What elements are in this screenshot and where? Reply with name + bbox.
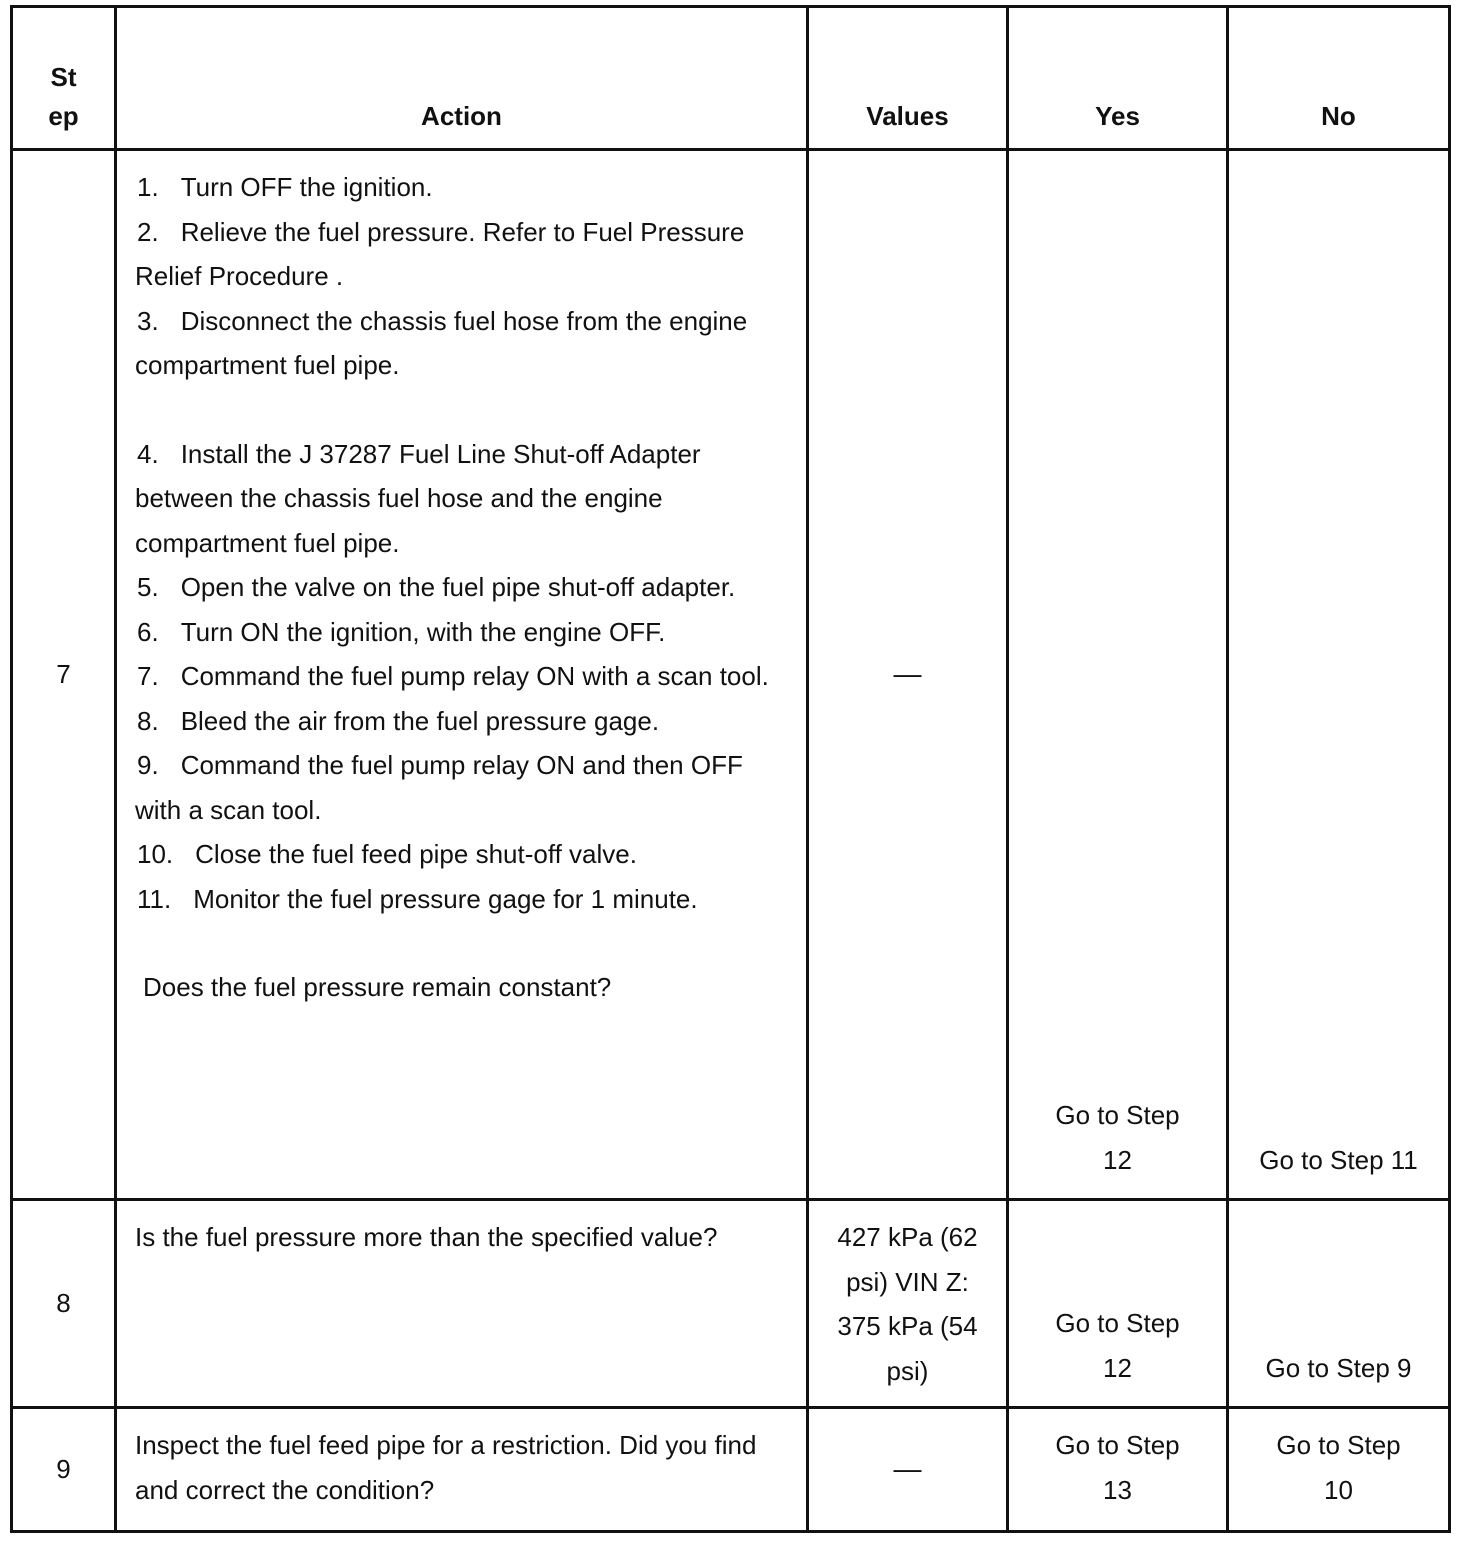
no-link: Go to Step 9: [1265, 1352, 1412, 1383]
action-item: [135, 743, 788, 832]
step-number: 8: [12, 1200, 116, 1408]
step-number: 7: [12, 150, 116, 1200]
header-yes-label: Yes: [1095, 101, 1140, 131]
table-row-step-8: [12, 1200, 1450, 1408]
table-row-step-9: [12, 1408, 1450, 1532]
action-item: [135, 165, 788, 210]
action-item: [135, 877, 788, 922]
action-item-text: Disconnect the chassis fuel hose from the engine compartment fuel pipe.: [135, 305, 748, 380]
action-cell: [116, 150, 808, 1200]
action-item: [135, 832, 788, 877]
action-item-text: Command the fuel pump relay ON and then OFF with a scan tool.: [135, 750, 743, 825]
action-item-number: 10.: [137, 839, 174, 869]
action-item-text: Command the fuel pump relay ON with a scan tool.: [180, 661, 769, 691]
yes-cell: [1008, 1408, 1228, 1532]
action-text: Is the fuel pressure more than the specified value?: [135, 1222, 718, 1252]
no-cell: [1228, 1408, 1450, 1532]
action-item: [135, 299, 788, 388]
action-item: [135, 654, 788, 699]
yes-link: Go to Step 13: [1055, 1430, 1180, 1505]
action-item: [135, 210, 788, 299]
action-text: Inspect the fuel feed pipe for a restriction. Did you find and correct the condition?: [135, 1430, 757, 1505]
step-question: Does the fuel pressure remain constant?: [143, 972, 612, 1002]
values-cell: [808, 1200, 1008, 1408]
yes-cell: [1008, 150, 1228, 1200]
action-item-number: 8.: [137, 705, 159, 736]
table-row-step-7: [12, 150, 1450, 1200]
yes-link: Go to Step 12: [1055, 1100, 1180, 1175]
action-item-number: 5.: [137, 572, 159, 602]
action-item-number: 3.: [137, 305, 159, 336]
action-item: [135, 699, 788, 744]
action-item-number: 9.: [137, 750, 159, 780]
values-cell: [808, 1408, 1008, 1532]
values-text: —: [893, 1453, 922, 1485]
action-cell: [116, 1408, 808, 1532]
header-yes: [1008, 7, 1228, 150]
diagnostic-table: [10, 5, 1451, 1533]
no-cell: [1228, 150, 1450, 1200]
action-item-text: Turn OFF the ignition.: [180, 172, 433, 202]
action-item-number: 2.: [137, 216, 159, 247]
header-row: [12, 7, 1450, 150]
no-cell: [1228, 1200, 1450, 1408]
action-item-number: 1.: [137, 172, 159, 202]
spacer: [135, 921, 788, 965]
action-item-text: Close the fuel feed pipe shut-off valve.: [195, 839, 637, 869]
spacer: [135, 388, 788, 432]
step-number: 9: [12, 1408, 116, 1532]
values-cell: [808, 150, 1008, 1200]
action-item-number: 4.: [137, 438, 159, 469]
action-cell: [116, 1200, 808, 1408]
action-item-text: Monitor the fuel pressure gage for 1 minute.: [193, 883, 698, 914]
action-item: [135, 432, 788, 566]
values-text: 427 kPa (62 psi) VIN Z: 375 kPa (54 psi): [837, 1222, 978, 1386]
no-link: Go to Step 10: [1276, 1430, 1401, 1505]
header-step: [12, 7, 116, 150]
header-action-label: Action: [421, 101, 502, 131]
no-link: Go to Step 11: [1259, 1144, 1418, 1175]
action-item: [135, 610, 788, 655]
header-step-label: St ep: [48, 62, 79, 131]
action-item-text: Open the valve on the fuel pipe shut-off adapter.: [180, 572, 736, 602]
header-values: [808, 7, 1008, 150]
action-item-number: 11.: [137, 883, 172, 914]
yes-link: Go to Step 12: [1055, 1308, 1180, 1383]
action-item-text: Bleed the air from the fuel pressure gage.: [180, 705, 660, 736]
values-text: —: [893, 658, 922, 690]
action-item-number: 7.: [137, 661, 159, 691]
action-item-text: Turn ON the ignition, with the engine OFF.: [180, 616, 666, 647]
action-item-text: Install the J 37287 Fuel Line Shut-off Adapter between the chassis fuel hose and the engine compartment fuel pipe.: [135, 438, 701, 558]
action-item: [135, 565, 788, 610]
action-item-number: 6.: [137, 616, 159, 647]
header-no-label: No: [1321, 101, 1356, 131]
action-item-text: Relieve the fuel pressure. Refer to Fuel Pressure Relief Procedure .: [135, 216, 745, 291]
header-action: [116, 7, 808, 150]
header-no: [1228, 7, 1450, 150]
header-values-label: Values: [866, 101, 949, 131]
yes-cell: [1008, 1200, 1228, 1408]
